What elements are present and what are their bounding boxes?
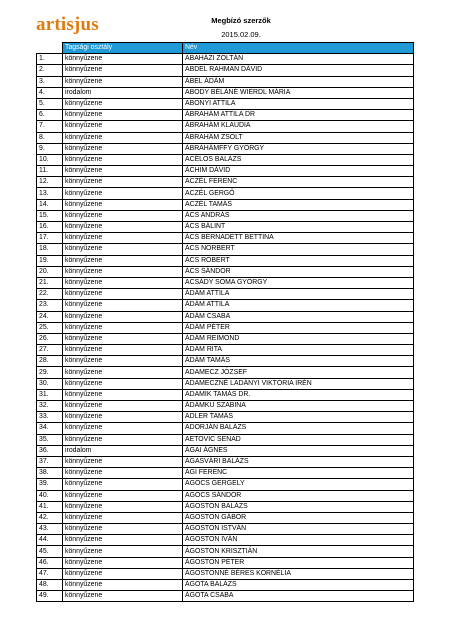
member-name-cell: ÁGASVÁRI BALÁZS	[183, 456, 414, 467]
member-name-cell: ÁGAI ÁGNES	[183, 445, 414, 456]
row-number-cell: 3.	[37, 76, 63, 87]
row-number-cell: 9.	[37, 143, 63, 154]
table-row	[37, 367, 414, 378]
member-name-cell: ÁGOSTON GÁBOR	[183, 512, 414, 523]
member-table	[36, 42, 414, 602]
artisjus-logo: artisjus	[36, 14, 99, 35]
column-header-number	[37, 43, 63, 54]
member-name-cell: ACZÉL TAMÁS	[183, 199, 414, 210]
table-row	[37, 222, 414, 233]
table-row	[37, 266, 414, 277]
member-name-cell: ÁCS RÓBERT	[183, 255, 414, 266]
row-number-cell: 13.	[37, 188, 63, 199]
row-number-cell: 31.	[37, 389, 63, 400]
membership-class-cell: könnyűzene	[63, 266, 183, 277]
row-number-cell: 21.	[37, 277, 63, 288]
membership-class-cell: könnyűzene	[63, 389, 183, 400]
membership-class-cell: könnyűzene	[63, 143, 183, 154]
row-number-cell: 22.	[37, 289, 63, 300]
membership-class-cell: könnyűzene	[63, 557, 183, 568]
member-name-cell: ÁDÁM PÉTER	[183, 322, 414, 333]
member-name-cell: AGÓCS SÁNDOR	[183, 490, 414, 501]
membership-class-cell: könnyűzene	[63, 311, 183, 322]
membership-class-cell: könnyűzene	[63, 233, 183, 244]
member-name-cell: ÁBRAHÁM ATTILA DR	[183, 110, 414, 121]
row-number-cell: 29.	[37, 367, 63, 378]
row-number-cell: 26.	[37, 333, 63, 344]
row-number-cell: 2.	[37, 65, 63, 76]
membership-class-cell: könnyűzene	[63, 356, 183, 367]
row-number-cell: 11.	[37, 166, 63, 177]
table-row	[37, 546, 414, 557]
row-number-cell: 23.	[37, 300, 63, 311]
row-number-cell: 41.	[37, 501, 63, 512]
member-name-cell: ÁCS BERNADETT BETTINA	[183, 233, 414, 244]
member-name-cell: ÁDÁMKU SZABINA	[183, 401, 414, 412]
membership-class-cell: könnyűzene	[63, 222, 183, 233]
table-row	[37, 468, 414, 479]
membership-class-cell: könnyűzene	[63, 412, 183, 423]
row-number-cell: 17.	[37, 233, 63, 244]
table-row	[37, 456, 414, 467]
row-number-cell: 14.	[37, 199, 63, 210]
membership-class-cell: könnyűzene	[63, 345, 183, 356]
member-name-cell: ÁDÁM TAMÁS	[183, 356, 414, 367]
member-name-cell: ÁDÁM CSABA	[183, 311, 414, 322]
membership-class-cell: könnyűzene	[63, 479, 183, 490]
member-name-cell: ACSÁDY SOMA GYÖRGY	[183, 277, 414, 288]
member-name-cell: ÁCS ANDRÁS	[183, 210, 414, 221]
member-name-cell: ÁDÁM RITA	[183, 345, 414, 356]
row-number-cell: 1.	[37, 54, 63, 65]
member-name-cell: ÁGOSTON IVÁN	[183, 535, 414, 546]
row-number-cell: 42.	[37, 512, 63, 523]
table-row	[37, 199, 414, 210]
member-name-cell: ÁBRAHÁM ZSOLT	[183, 132, 414, 143]
table-row	[37, 244, 414, 255]
member-name-cell: ÁCS NORBERT	[183, 244, 414, 255]
table-row	[37, 401, 414, 412]
row-number-cell: 34.	[37, 423, 63, 434]
row-number-cell: 45.	[37, 546, 63, 557]
row-number-cell: 30.	[37, 378, 63, 389]
table-row	[37, 434, 414, 445]
table-row	[37, 65, 414, 76]
membership-class-cell: könnyűzene	[63, 289, 183, 300]
table-row	[37, 501, 414, 512]
membership-class-cell: könnyűzene	[63, 333, 183, 344]
membership-class-cell: könnyűzene	[63, 512, 183, 523]
membership-class-cell: könnyűzene	[63, 434, 183, 445]
table-row	[37, 389, 414, 400]
member-name-cell: ÁGOSTON ISTVÁN	[183, 524, 414, 535]
table-row	[37, 345, 414, 356]
member-name-cell: ÁGOSTON BALÁZS	[183, 501, 414, 512]
membership-class-cell: könnyűzene	[63, 154, 183, 165]
member-name-cell: ÁCS BÁLINT	[183, 222, 414, 233]
member-name-cell: ÁBEL ÁDÁM	[183, 76, 414, 87]
membership-class-cell: könnyűzene	[63, 54, 183, 65]
membership-class-cell: könnyűzene	[63, 65, 183, 76]
membership-class-cell: könnyűzene	[63, 132, 183, 143]
table-row	[37, 233, 414, 244]
member-name-cell: ÁBRAHÁM KLAUDIA	[183, 121, 414, 132]
row-number-cell: 39.	[37, 479, 63, 490]
member-name-cell: ADAMECZNÉ LADÁNYI VIKTÓRIA IRÉN	[183, 378, 414, 389]
row-number-cell: 38.	[37, 468, 63, 479]
membership-class-cell: könnyűzene	[63, 199, 183, 210]
member-name-cell: ÁGOSTONNÉ BÉRES KORNÉLIA	[183, 568, 414, 579]
row-number-cell: 46.	[37, 557, 63, 568]
table-row	[37, 568, 414, 579]
member-name-cell: ÁGOTA CSABA	[183, 591, 414, 602]
membership-class-cell: irodalom	[63, 445, 183, 456]
membership-class-cell: könnyűzene	[63, 300, 183, 311]
table-row	[37, 98, 414, 109]
table-row	[37, 300, 414, 311]
membership-class-cell: könnyűzene	[63, 456, 183, 467]
row-number-cell: 48.	[37, 580, 63, 591]
table-row	[37, 188, 414, 199]
membership-class-cell: könnyűzene	[63, 378, 183, 389]
table-body	[37, 54, 414, 602]
row-number-cell: 28.	[37, 356, 63, 367]
membership-class-cell: könnyűzene	[63, 121, 183, 132]
table-row	[37, 54, 414, 65]
page-title: Megbízó szerzők	[211, 16, 271, 25]
member-name-cell: ABONYI ATTILA	[183, 98, 414, 109]
member-name-cell: ÁCS SÁNDOR	[183, 266, 414, 277]
table-header	[37, 43, 414, 54]
row-number-cell: 37.	[37, 456, 63, 467]
table-row	[37, 535, 414, 546]
member-name-cell: ÁCHIM DÁVID	[183, 166, 414, 177]
membership-class-cell: könnyűzene	[63, 568, 183, 579]
member-name-cell: ÁDÁM ATTILA	[183, 289, 414, 300]
member-name-cell: ADLER TAMÁS	[183, 412, 414, 423]
row-number-cell: 49.	[37, 591, 63, 602]
row-number-cell: 16.	[37, 222, 63, 233]
row-number-cell: 24.	[37, 311, 63, 322]
table-row	[37, 132, 414, 143]
member-name-cell: ÁDÁM ATTILA	[183, 300, 414, 311]
document-date: 2015.02.09.	[221, 30, 261, 39]
row-number-cell: 36.	[37, 445, 63, 456]
table-row	[37, 580, 414, 591]
row-number-cell: 43.	[37, 524, 63, 535]
column-header-name: Név	[183, 43, 414, 54]
row-number-cell: 4.	[37, 87, 63, 98]
table-row	[37, 289, 414, 300]
row-number-cell: 18.	[37, 244, 63, 255]
table-row	[37, 277, 414, 288]
membership-class-cell: könnyűzene	[63, 210, 183, 221]
membership-class-cell: könnyűzene	[63, 401, 183, 412]
table-row	[37, 210, 414, 221]
table-row	[37, 378, 414, 389]
row-number-cell: 44.	[37, 535, 63, 546]
member-name-cell: ADORJÁN BALÁZS	[183, 423, 414, 434]
member-name-cell: ABAHÁZI ZOLTÁN	[183, 54, 414, 65]
row-number-cell: 33.	[37, 412, 63, 423]
membership-class-cell: könnyűzene	[63, 535, 183, 546]
member-name-cell: ADAMECZ JÓZSEF	[183, 367, 414, 378]
member-name-cell: ÁGOSTON KRISZTIÁN	[183, 546, 414, 557]
table-row	[37, 87, 414, 98]
table-row	[37, 557, 414, 568]
membership-class-cell: könnyűzene	[63, 188, 183, 199]
table-row	[37, 121, 414, 132]
table-row	[37, 322, 414, 333]
table-row	[37, 490, 414, 501]
membership-class-cell: könnyűzene	[63, 322, 183, 333]
row-number-cell: 19.	[37, 255, 63, 266]
row-number-cell: 7.	[37, 121, 63, 132]
membership-class-cell: könnyűzene	[63, 166, 183, 177]
table-row	[37, 423, 414, 434]
table-row	[37, 76, 414, 87]
membership-class-cell: könnyűzene	[63, 76, 183, 87]
table-row	[37, 177, 414, 188]
membership-class-cell: könnyűzene	[63, 367, 183, 378]
member-name-cell: ADAMIK TAMÁS DR.	[183, 389, 414, 400]
membership-class-cell: könnyűzene	[63, 591, 183, 602]
table-row	[37, 591, 414, 602]
member-name-cell: ACZÉL GERGŐ	[183, 188, 414, 199]
membership-class-cell: könnyűzene	[63, 277, 183, 288]
row-number-cell: 20.	[37, 266, 63, 277]
membership-class-cell: irodalom	[63, 87, 183, 98]
row-number-cell: 6.	[37, 110, 63, 121]
table-row	[37, 154, 414, 165]
membership-class-cell: könnyűzene	[63, 501, 183, 512]
table-row	[37, 512, 414, 523]
row-number-cell: 47.	[37, 568, 63, 579]
table-row	[37, 255, 414, 266]
table-row	[37, 166, 414, 177]
row-number-cell: 40.	[37, 490, 63, 501]
row-number-cell: 8.	[37, 132, 63, 143]
table-row	[37, 333, 414, 344]
member-name-cell: ABODY BÉLÁNÉ WIERDL MÁRIA	[183, 87, 414, 98]
member-name-cell: ÁBRAHÁMFFY GYÖRGY	[183, 143, 414, 154]
member-name-cell: AGÓCS GERGELY	[183, 479, 414, 490]
table-row	[37, 311, 414, 322]
table-row	[37, 479, 414, 490]
row-number-cell: 27.	[37, 345, 63, 356]
row-number-cell: 15.	[37, 210, 63, 221]
membership-class-cell: könnyűzene	[63, 98, 183, 109]
table-row	[37, 356, 414, 367]
membership-class-cell: könnyűzene	[63, 110, 183, 121]
membership-class-cell: könnyűzene	[63, 244, 183, 255]
membership-class-cell: könnyűzene	[63, 255, 183, 266]
table-row	[37, 412, 414, 423]
column-header-membership-class: Tagsági osztály	[63, 43, 183, 54]
row-number-cell: 35.	[37, 434, 63, 445]
membership-class-cell: könnyűzene	[63, 580, 183, 591]
table-row	[37, 524, 414, 535]
member-name-cell: ABDEL RAHMAN DÁVID	[183, 65, 414, 76]
member-name-cell: ÁGOTA BALÁZS	[183, 580, 414, 591]
row-number-cell: 5.	[37, 98, 63, 109]
membership-class-cell: könnyűzene	[63, 468, 183, 479]
membership-class-cell: könnyűzene	[63, 423, 183, 434]
membership-class-cell: könnyűzene	[63, 490, 183, 501]
row-number-cell: 10.	[37, 154, 63, 165]
row-number-cell: 12.	[37, 177, 63, 188]
row-number-cell: 25.	[37, 322, 63, 333]
membership-class-cell: könnyűzene	[63, 524, 183, 535]
membership-class-cell: könnyűzene	[63, 177, 183, 188]
member-name-cell: ACZÉL FERENC	[183, 177, 414, 188]
table-row	[37, 445, 414, 456]
member-name-cell: ÁGOSTON PÉTER	[183, 557, 414, 568]
member-name-cell: AETOVIC SENAD	[183, 434, 414, 445]
row-number-cell: 32.	[37, 401, 63, 412]
table-row	[37, 143, 414, 154]
member-name-cell: ÁDÁM REIMOND	[183, 333, 414, 344]
table-row	[37, 110, 414, 121]
member-name-cell: ÁGI FERENC	[183, 468, 414, 479]
member-name-cell: ACÉLOS BALÁZS	[183, 154, 414, 165]
membership-class-cell: könnyűzene	[63, 546, 183, 557]
